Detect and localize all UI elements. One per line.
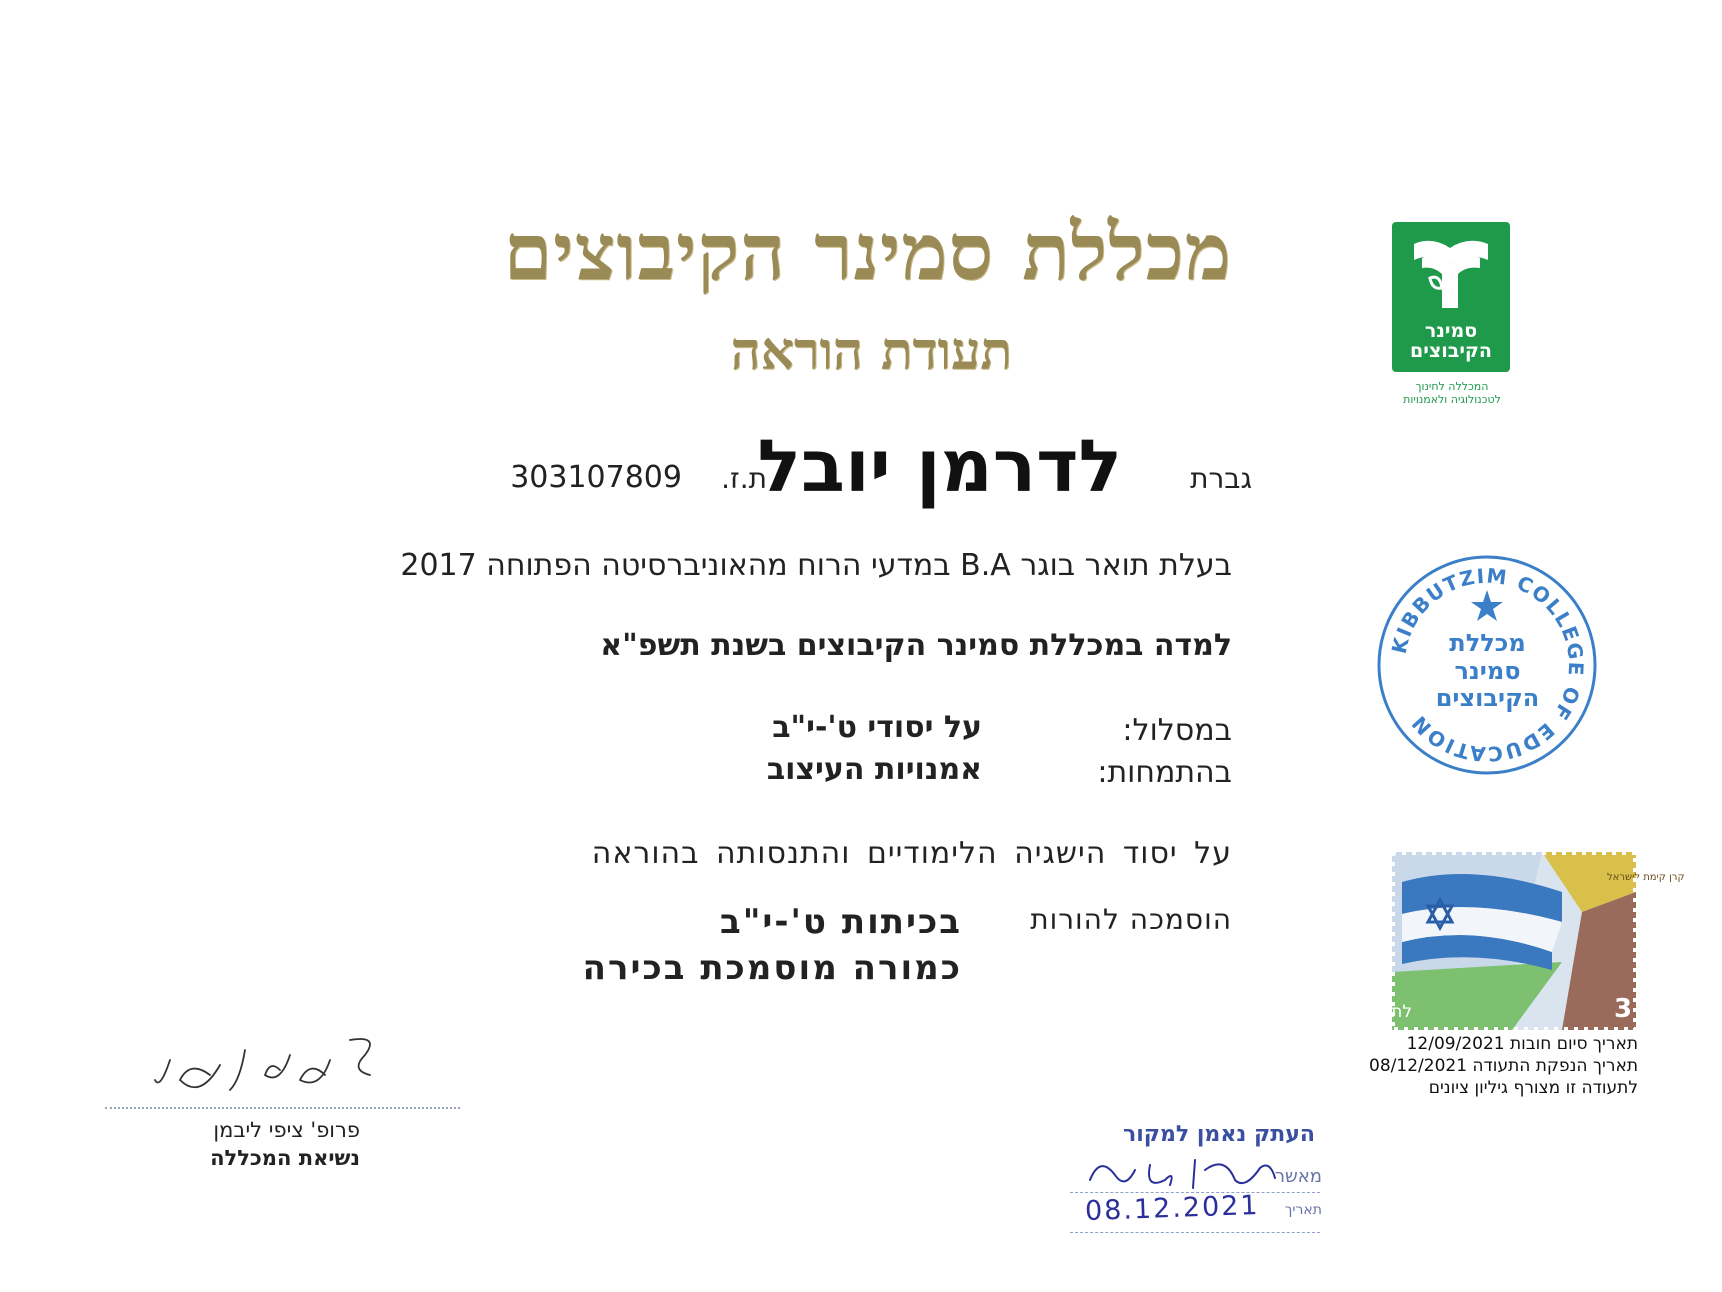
logo-name (1392, 322, 1510, 362)
book-tree-icon (1392, 222, 1510, 322)
license-value-grades: בכיתות ט'-י"ב (719, 902, 962, 942)
specialization-value: אמנויות העיצוב (766, 752, 982, 787)
dates-block (1320, 1034, 1638, 1099)
postage-caption: לתורה ולתעודה (1299, 1002, 1412, 1022)
license-value-rank: כמורה מוסמכת בכירה (582, 948, 962, 988)
certificate-title: תעודת הוראה (730, 321, 1012, 382)
recipient-name: לדרמן יובל (757, 424, 1122, 508)
stamp-inner-line3: הקיבוצים (1435, 684, 1540, 713)
track-value: על יסודי ט'-י"ב (772, 710, 982, 745)
stamp-inner-line1: מכללת (1449, 629, 1526, 657)
id-number: 303107809 (510, 460, 682, 495)
true-copy-line-date (1070, 1232, 1320, 1233)
signature-line (105, 1107, 460, 1109)
signer-title: נשיאת המכללה (210, 1146, 360, 1170)
true-copy-title: העתק נאמן למקור (1123, 1122, 1315, 1147)
basis-line: על יסוד הישגיה הלימודיים והתנסותה בהוראה (591, 836, 1232, 871)
signer-name: פרופ' ציפי ליבמן (213, 1118, 360, 1142)
president-signature (150, 1030, 390, 1105)
stamp-inner-text (1420, 630, 1555, 713)
true-copy-date: 08.12.2021 (1084, 1189, 1261, 1228)
postage-value: 3 (1614, 994, 1633, 1024)
specialization-label: בהתמחות: (1097, 755, 1232, 790)
stamp-inner-line2: סמינר (1454, 656, 1521, 685)
college-name: מכללת סמינר הקיבוצים (503, 207, 1232, 298)
true-copy-date-label: תאריך (1284, 1202, 1322, 1218)
issue-date: תאריך הנפקת התעודה 08/12/2021 (1369, 1055, 1638, 1076)
true-copy-approved-label: מאשר (1274, 1166, 1322, 1187)
degree-line: בעלת תואר בוגר B.A במדעי הרוח מהאוניברסיטה הפתוחה 2017 (400, 548, 1232, 583)
logo-name-line2: הקיבוצים (1410, 339, 1492, 362)
studied-line: למדה במכללת סמינר הקיבוצים בשנת תשפ"א (600, 628, 1232, 663)
star-icon (1471, 590, 1503, 621)
id-label: ת.ז. (721, 462, 767, 495)
logo-subtitle-line2: לטכנולוגיה ולאמנויות (1403, 393, 1501, 407)
obligations-end-date: תאריך סיום חובות 12/09/2021 (1406, 1034, 1638, 1054)
postage-corner-text: קרן קימת לישראל (1607, 872, 1685, 883)
logo-subtitle-line1: המכללה לחינוך (1415, 380, 1489, 393)
logo-name-line1: סמינר (1424, 320, 1478, 342)
grades-note: לתעודה זו מצורף גיליון ציונים (1428, 1077, 1638, 1098)
true-copy-signature (1075, 1150, 1285, 1195)
recipient-honorific: גברת (1190, 462, 1252, 495)
postage-stamp (1299, 852, 1685, 1030)
license-label: הוסמכה להורות (1030, 903, 1232, 936)
logo-subtitle (1382, 380, 1522, 406)
track-label: במסלול: (1122, 713, 1232, 748)
stamp-ring-text: KIBBUTZIM COLLEGE OF EDUCATION (1386, 563, 1589, 767)
